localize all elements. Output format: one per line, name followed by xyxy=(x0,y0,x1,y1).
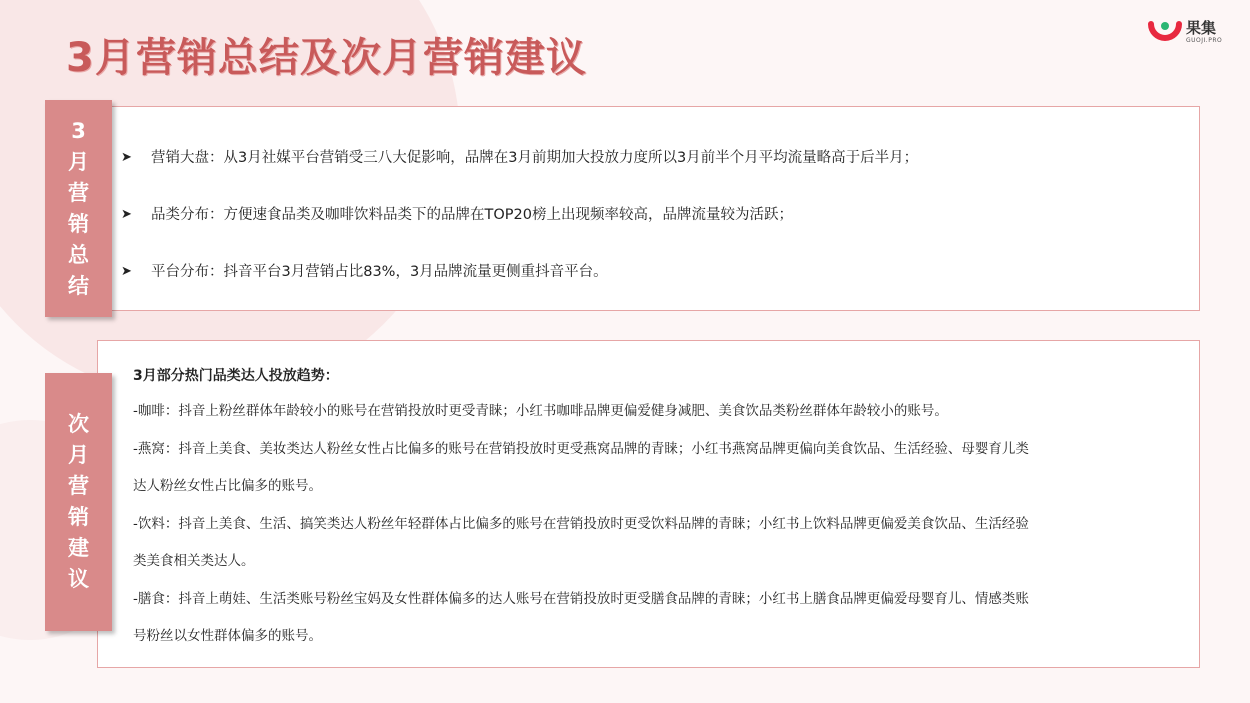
arrow-bullet-icon: ➤ xyxy=(121,264,132,279)
summary-tab-char: 总 xyxy=(68,242,89,267)
list-item xyxy=(121,206,918,263)
suggestion-line: -饮料：抖音上美食、生活、搞笑类达人粉丝年轻群体占比偏多的账号在营销投放时更受饮料品牌的青睐；小红书上饮料品牌更偏爱美食饮品、生活经验 xyxy=(133,515,1029,532)
suggestion-line: -咖啡：抖音上粉丝群体年龄较小的账号在营销投放时更受青睐；小红书咖啡品牌更偏爱健身减肥、美食饮品类粉丝群体年龄较小的账号。 xyxy=(133,403,948,419)
suggestion-tab-char: 营 xyxy=(68,474,89,498)
arrow-bullet-icon: ➤ xyxy=(121,207,132,222)
suggestion-line: 号粉丝以女性群体偏多的账号。 xyxy=(133,628,322,644)
suggestion-content xyxy=(133,366,1178,656)
logo-subtitle: GUOJI.PRO xyxy=(1186,37,1223,44)
suggestion-line: -膳食：抖音上萌娃、生活类账号粉丝宝妈及女性群体偏多的达人账号在营销投放时更受膳食品牌的青睐；小红书上膳食品牌更偏爱母婴育儿、情感类账 xyxy=(133,590,1029,607)
summary-tab-char: 营 xyxy=(68,180,89,205)
suggestion-heading: 3月部分热门品类达人投放趋势： xyxy=(133,368,339,384)
suggestion-line: 类美食相关类达人。 xyxy=(133,553,255,569)
suggestion-tab-char: 议 xyxy=(68,567,89,591)
summary-item-text: 平台分布：抖音平台3月营销占比83%，3月品牌流量更侧重抖音平台。 xyxy=(151,264,608,280)
suggestion-tab-char: 销 xyxy=(68,505,89,529)
list-item xyxy=(121,149,918,206)
suggestion-tab xyxy=(45,373,112,631)
summary-item-text: 营销大盘：从3月社媒平台营销受三八大促影响，品牌在3月前期加大投放力度所以3月前半个月平均流量略高于后半月； xyxy=(151,150,919,166)
list-item xyxy=(121,263,918,320)
suggestion-line: -燕窝：抖音上美食、美妆类达人粉丝女性占比偏多的账号在营销投放时更受燕窝品牌的青睐；小红书燕窝品牌更偏向美食饮品、生活经验、母婴育儿类 xyxy=(133,440,1029,457)
logo-name: 果集 xyxy=(1186,19,1217,37)
summary-tab xyxy=(45,100,112,317)
summary-list xyxy=(121,149,918,320)
summary-tab-char: 销 xyxy=(68,211,89,236)
summary-tab-char: 结 xyxy=(68,273,89,298)
suggestion-tab-char: 月 xyxy=(68,443,89,467)
suggestion-line: 达人粉丝女性占比偏多的账号。 xyxy=(133,478,322,494)
suggestion-tab-char: 建 xyxy=(68,536,89,560)
summary-item-text: 品类分布：方便速食品类及咖啡饮料品类下的品牌在TOP20榜上出现频率较高，品牌流量较为活跃； xyxy=(151,207,793,223)
guoji-logo-icon xyxy=(1148,18,1182,48)
summary-tab-char: 月 xyxy=(68,149,89,174)
brand-logo xyxy=(1148,18,1232,48)
arrow-bullet-icon: ➤ xyxy=(121,150,132,165)
page-title: 3月营销总结及次月营销建议 xyxy=(66,35,587,81)
suggestion-tab-char: 次 xyxy=(68,412,89,436)
summary-tab-char: 3 xyxy=(71,118,86,143)
